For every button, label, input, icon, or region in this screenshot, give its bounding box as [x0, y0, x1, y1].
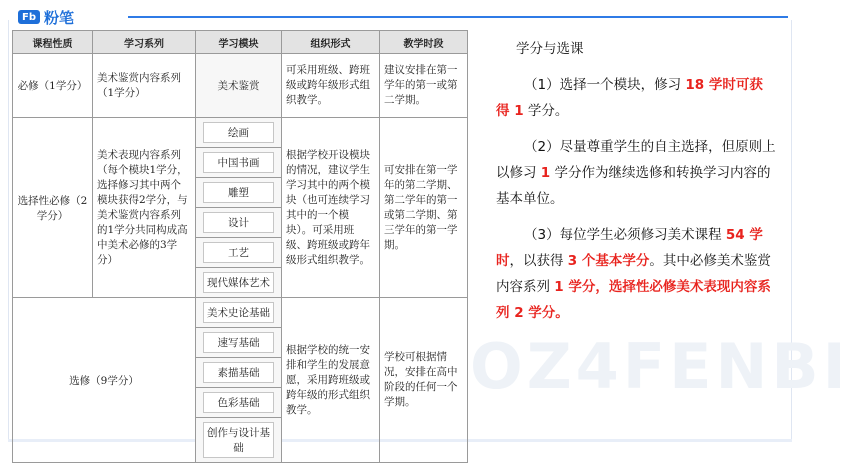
cell-period: 建议安排在第一学年的第一或第二学期。	[380, 54, 468, 118]
header-rule	[128, 16, 788, 18]
module-name: 美术鉴赏	[217, 80, 260, 92]
cell-nature: 选择性必修（2学分）	[13, 118, 93, 298]
module-name: 工艺	[203, 242, 274, 263]
note-item-2	[496, 134, 776, 212]
cell-module	[196, 148, 282, 178]
note-highlight: 1	[540, 165, 551, 181]
note-highlight: 54 学时	[496, 227, 763, 269]
cell-module	[196, 328, 282, 358]
note-highlight: 18 学时可获得 1	[496, 77, 763, 119]
notes-panel	[496, 36, 776, 336]
cell-module	[196, 54, 282, 118]
module-name: 绘画	[203, 122, 274, 143]
module-name: 创作与设计基础	[203, 422, 274, 458]
note-text: （1）选择一个模块，修习	[524, 77, 686, 93]
cell-period: 学校可根据情况，安排在高中阶段的任何一个学期。	[380, 298, 468, 463]
module-name: 中国书画	[203, 152, 274, 173]
note-highlight: 1 学分，选择性必修美术表现内容系列 2 学分。	[496, 279, 771, 321]
note-highlight: 3 个基本学分	[567, 253, 650, 269]
cell-series: 美术鉴赏内容系列（1学分）	[93, 54, 196, 118]
cell-module	[196, 238, 282, 268]
module-name: 美术史论基础	[203, 302, 274, 323]
module-name: 雕塑	[203, 182, 274, 203]
brand-logo	[18, 8, 74, 26]
cell-module	[196, 208, 282, 238]
brand-name: 粉笔	[44, 8, 75, 27]
cell-series: 美术表现内容系列（每个模块1学分，选择修习其中两个模块获得2学分，与美术鉴赏内容系列的1学分共同构成高中美术必修的3学分）	[93, 118, 196, 298]
module-name: 现代媒体艺术	[203, 272, 274, 293]
cell-module	[196, 298, 282, 328]
table-row	[13, 118, 468, 148]
cell-organization: 可采用班级、跨班级或跨年级形式组织教学。	[282, 54, 380, 118]
header-series: 学习系列	[93, 31, 196, 54]
cell-module	[196, 268, 282, 298]
module-name: 速写基础	[203, 332, 274, 353]
note-text: 学分作为继续选修和转换学习内容的基本单位。	[496, 165, 771, 207]
note-item-1	[496, 72, 776, 124]
header-period: 教学时段	[380, 31, 468, 54]
note-text: ，以获得	[509, 253, 568, 269]
header-organization: 组织形式	[282, 31, 380, 54]
module-name: 色彩基础	[203, 392, 274, 413]
cell-organization: 根据学校的统一安排和学生的发展意愿，采用跨班级或跨年级的形式组织教学。	[282, 298, 380, 463]
module-name: 素描基础	[203, 362, 274, 383]
cell-module	[196, 178, 282, 208]
cell-organization: 根据学校开设模块的情况，建议学生学习其中的两个模块（也可连续学习其中的一个模块）。可采用班级、跨班级或跨年级形式组织教学。	[282, 118, 380, 298]
note-text: （3）每位学生必须修习美术课程	[524, 227, 726, 243]
cell-nature: 必修（1学分）	[13, 54, 93, 118]
module-name: 设计	[203, 212, 274, 233]
course-table	[12, 30, 468, 463]
cell-module	[196, 118, 282, 148]
cell-module	[196, 418, 282, 463]
table-row	[13, 54, 468, 118]
watermark: OZ4FENBI	[470, 330, 850, 403]
notes-heading: 学分与选课	[516, 41, 584, 57]
cell-period: 可安排在第一学年的第二学期、第二学年的第一或第二学期、第三学年的第一学期。	[380, 118, 468, 298]
header-nature: 课程性质	[13, 31, 93, 54]
cell-nature: 选修（9学分）	[13, 298, 196, 463]
note-item-3	[496, 222, 776, 326]
note-text: 。其中必修美术鉴赏内容系列	[496, 253, 771, 295]
header-module: 学习模块	[196, 31, 282, 54]
brand-mark-icon: Fb	[18, 10, 40, 24]
table-header-row	[13, 31, 468, 54]
table-row	[13, 298, 468, 328]
cell-module	[196, 358, 282, 388]
cell-module	[196, 388, 282, 418]
note-text: 学分。	[523, 103, 569, 119]
note-text: （2）尽量尊重学生的自主选择，但原则上以修习	[496, 139, 776, 181]
